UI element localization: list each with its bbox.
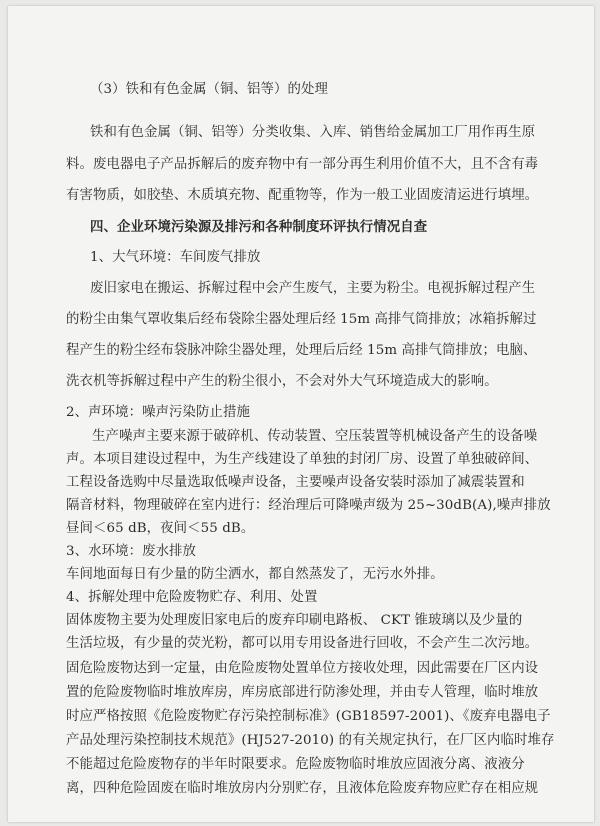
paragraph-line: 产品处理污染控制技术规范》(HJ527-2010) 的有关规定执行，在厂区内临时堆存: [66, 733, 555, 748]
section-heading-4: 四、企业环境污染源及排污和各种制度环评执行情况自查: [90, 219, 428, 235]
subheading-air: 1、大气环境：车间废气排放: [90, 250, 261, 265]
paragraph-line: 固体废物主要为处理废旧家电后的废弃印刷电路板、 CKT 锥玻璃以及少量的: [66, 613, 523, 628]
paragraph-line: 料。废电器电子产品拆解后的废弃物中有一部分再生利用价值不大，且不含有毒: [66, 157, 539, 172]
subheading-hazardous-waste: 4、拆解处理中危险废物贮存、利用、处置: [66, 590, 318, 605]
paragraph-line: 生产噪声主要来源于破碎机、传动装置、空压装置等机械设备产生的设备噪: [92, 429, 538, 444]
paragraph-line: 废旧家电在搬运、拆解过程中会产生废气，主要为粉尘。电视拆解过程产生: [90, 281, 536, 296]
subheading-3: （3）铁和有色金属（铜、铝等）的处理: [90, 82, 328, 97]
paragraph-line: 声。本项目建设过程中，为生产线建设了单独的封闭厂房、设置了单独破碎间、: [66, 452, 539, 467]
paragraph-line: 洗衣机等拆解过程中产生的粉尘很小，不会对外大气环境造成大的影响。: [66, 374, 498, 389]
paragraph-line: 程产生的粉尘经布袋脉冲除尘器处理，处理后后经 15m 高排气筒排放；电脑、: [66, 343, 537, 358]
paragraph-line: 时应严格按照《危险废物贮存污染控制标准》(GB18597-2001)、《废弃电器电子: [66, 709, 551, 724]
subheading-noise: 2、声环境：噪声污染防止措施: [66, 405, 250, 420]
paragraph-line: 隔音材料，物理破碎在室内进行：经治理后可降噪声级为 25~30dB(A),噪声排放: [66, 498, 551, 513]
paragraph-line: 车间地面每日有少量的防尘洒水，都自然蒸发了，无污水外排。: [66, 567, 444, 582]
paragraph-line: 铁和有色金属（铜、铝等）分类收集、入库、销售给金属加工厂用作再生原: [90, 125, 536, 140]
paragraph-line: 生活垃圾，有少量的荧光粉，都可以用专用设备进行回收，不会产生二次污地。: [66, 636, 539, 651]
document-page: [8, 6, 594, 822]
paragraph-line: 工程设备选购中尽量选取低噪声设备，主要噪声设备安装时添加了减震装置和: [66, 475, 525, 490]
subheading-water: 3、水环境：废水排放: [66, 544, 197, 559]
paragraph-line: 置的危险废物临时堆放库房，库房底部进行防渗处理，并由专人管理，临时堆放: [66, 685, 539, 700]
paragraph-line: 的粉尘由集气罩收集后经布袋除尘器处理后经 15m 高排气筒排放；冰箱拆解过: [66, 312, 537, 327]
paragraph-line: 不能超过危险废物存的半年时限要求。危险废物临时堆放应固液分离、液液分: [66, 757, 525, 772]
paragraph-line: 固危险废物达到一定量，由危险废物处置单位方接收处理，因此需要在厂区内设: [66, 661, 539, 676]
paragraph-line: 有害物质，如胶垫、木质填充物、配重物等，作为一般工业固废清运进行填埋。: [66, 188, 539, 203]
paragraph-line: 昼间＜65 dB，夜间＜55 dB。: [66, 521, 255, 536]
paragraph-line: 离，四种危险固废在临时堆放房内分别贮存，且液体危险废弃物应贮存在相应规: [66, 781, 539, 796]
